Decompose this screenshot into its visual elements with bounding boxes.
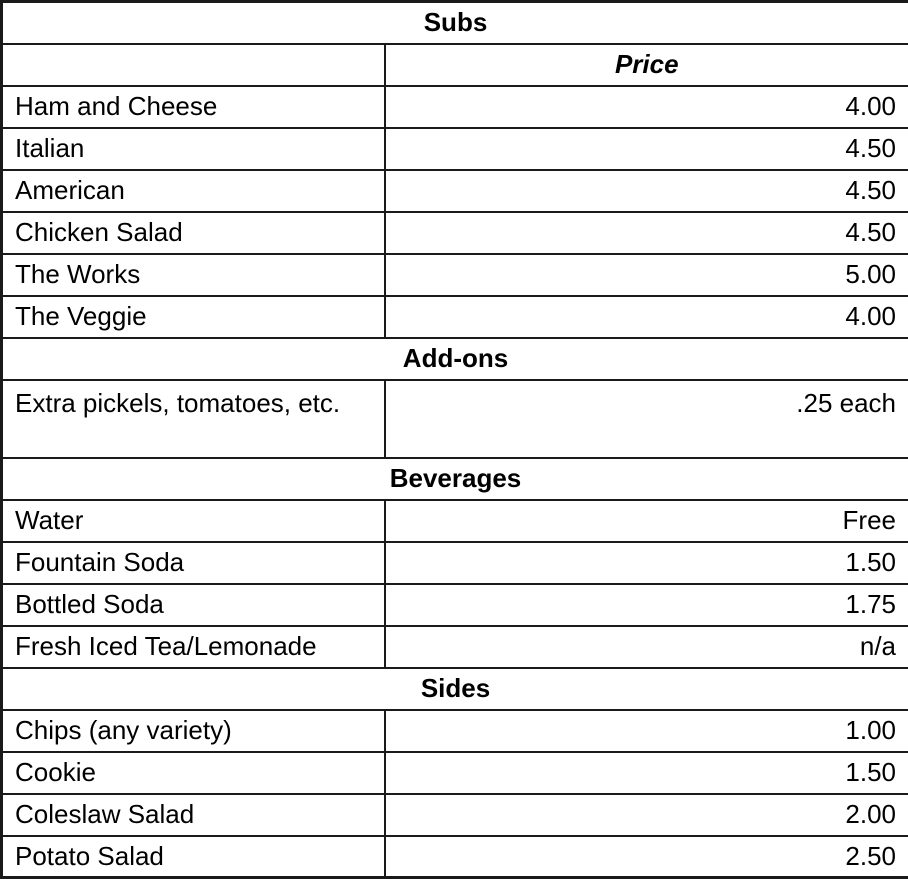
item-name: The Works xyxy=(2,254,385,296)
section-title-sides: Sides xyxy=(2,668,908,710)
item-price: 2.00 xyxy=(385,794,908,836)
item-name: Chips (any variety) xyxy=(2,710,385,752)
section-title-add-ons: Add-ons xyxy=(2,338,908,380)
item-price: 4.00 xyxy=(385,296,908,338)
table-row xyxy=(2,710,908,752)
table-row xyxy=(2,254,908,296)
item-price: 4.50 xyxy=(385,128,908,170)
item-price: 4.50 xyxy=(385,170,908,212)
item-name: American xyxy=(2,170,385,212)
section-row-sides xyxy=(2,668,908,710)
item-name: Bottled Soda xyxy=(2,584,385,626)
item-name: Water xyxy=(2,500,385,542)
item-name: Coleslaw Salad xyxy=(2,794,385,836)
section-row-beverages xyxy=(2,458,908,500)
table-row xyxy=(2,380,908,458)
table-row xyxy=(2,752,908,794)
item-name: Fresh Iced Tea/Lemonade xyxy=(2,626,385,668)
item-price: .25 each xyxy=(385,380,908,458)
item-name: Fountain Soda xyxy=(2,542,385,584)
item-price: Free xyxy=(385,500,908,542)
table-row xyxy=(2,836,908,878)
table-row xyxy=(2,212,908,254)
item-name: The Veggie xyxy=(2,296,385,338)
table-row xyxy=(2,794,908,836)
item-name: Chicken Salad xyxy=(2,212,385,254)
section-title-beverages: Beverages xyxy=(2,458,908,500)
table-row xyxy=(2,128,908,170)
item-name: Ham and Cheese xyxy=(2,86,385,128)
price-column-header: Price xyxy=(385,44,908,86)
item-name-text: Extra pickels, tomatoes, etc. xyxy=(15,388,340,419)
section-title-subs: Subs xyxy=(2,2,908,44)
item-price: 4.00 xyxy=(385,86,908,128)
item-price: 1.50 xyxy=(385,542,908,584)
item-name: Potato Salad xyxy=(2,836,385,878)
item-price: 4.50 xyxy=(385,212,908,254)
item-name: Italian xyxy=(2,128,385,170)
section-row-subs xyxy=(2,2,908,44)
empty-cell xyxy=(2,44,385,86)
section-row-add-ons xyxy=(2,338,908,380)
table-row xyxy=(2,170,908,212)
item-price: 1.00 xyxy=(385,710,908,752)
table-row xyxy=(2,542,908,584)
table-row xyxy=(2,626,908,668)
price-header-row xyxy=(2,44,908,86)
table-row xyxy=(2,584,908,626)
item-price: 1.75 xyxy=(385,584,908,626)
item-name xyxy=(2,380,385,458)
table-row xyxy=(2,296,908,338)
item-price: 5.00 xyxy=(385,254,908,296)
item-price: 1.50 xyxy=(385,752,908,794)
item-price: n/a xyxy=(385,626,908,668)
table-row xyxy=(2,86,908,128)
item-price: 2.50 xyxy=(385,836,908,878)
item-name: Cookie xyxy=(2,752,385,794)
table-row xyxy=(2,500,908,542)
